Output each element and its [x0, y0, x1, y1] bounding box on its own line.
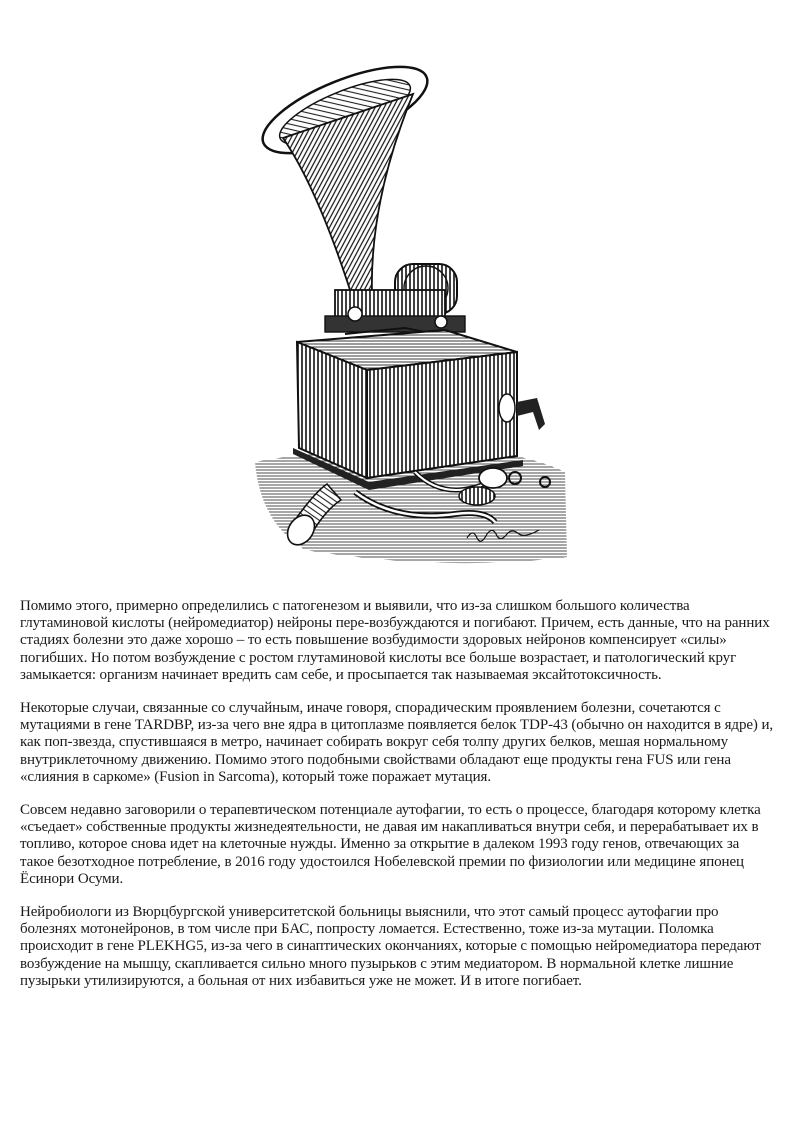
paragraph-3: Совсем недавно заговорили о терапевтическом потенциале аутофагии, то есть о процессе, благодаря которому клетка «съедает» собственные продукты жизнедеятельности, не давая им накапливаться внутри себя, и перерабатывает их в топливо, которое снова идет на клеточные нужды. Именно за открытие в далеком 1993 году генов, отвечающих за такое безотходное потребление, в 2016 году удостоился Нобелевской премии по физиологии или медицине японец Ёсинори Осуми. [20, 802, 761, 887]
paragraph-1: Помимо этого, примерно определились с патогенезом и выявили, что из-за слишком большого количества глутаминовой кислоты (нейромедиатор) нейроны пере-возбуждаются и погибают. Причем, есть данные, что на ранних стадиях болезни это даже хорошо – то есть повышение возбудимости здоровых нейронов компенсирует «силы» погибших. Но потом возбуждение с ростом глутаминовой кислоты все больше возрастает, и патологический круг замыкается: организм начинает вредить сам себе, и просыпается так называемая эксайтотоксичность. [20, 598, 770, 683]
article-body [20, 598, 775, 1006]
phonograph-engraving-icon [245, 52, 575, 572]
paragraph-4: Нейробиологи из Вюрцбургской университетской больницы выяснили, что этот самый процесс аутофагии про болезнях мотонейронов, в том числе при БАС, попросту ломается. Естественно, тоже из-за мутации. Поломка происходит в гене PLEKHG5, из-за чего в синаптических окончаниях, которые с помощью нейромедиатора передают возбуждение на мышцу, скапливается сильно много пузырьков с этим медиатором. В нормальной клетке лишние пузырьки утилизируются, а больная от них избавиться уже не может. И в итоге погибает. [20, 904, 761, 989]
cabinet [293, 330, 545, 490]
paragraph-2: Некоторые случаи, связанные со случайным, иначе говоря, спорадическим проявлением болезни, сочетаются с мутациями в гене TARDBP, из-за чего вне ядра в цитоплазме появляется белок TDP-43 (обычно он находится в ядре) и, как поп-звезда, спустившаяся в метро, начинает собирать вокруг себя толпу других белков, мешая нормальному внутриклеточному движению. Помимо этого подобными свойствами обладают еще продукты гена FUS или гена «слияния в саркоме» (Fusion in Sarcoma), который тоже поражает мутация. [20, 700, 774, 785]
phonograph-illustration [245, 52, 575, 572]
